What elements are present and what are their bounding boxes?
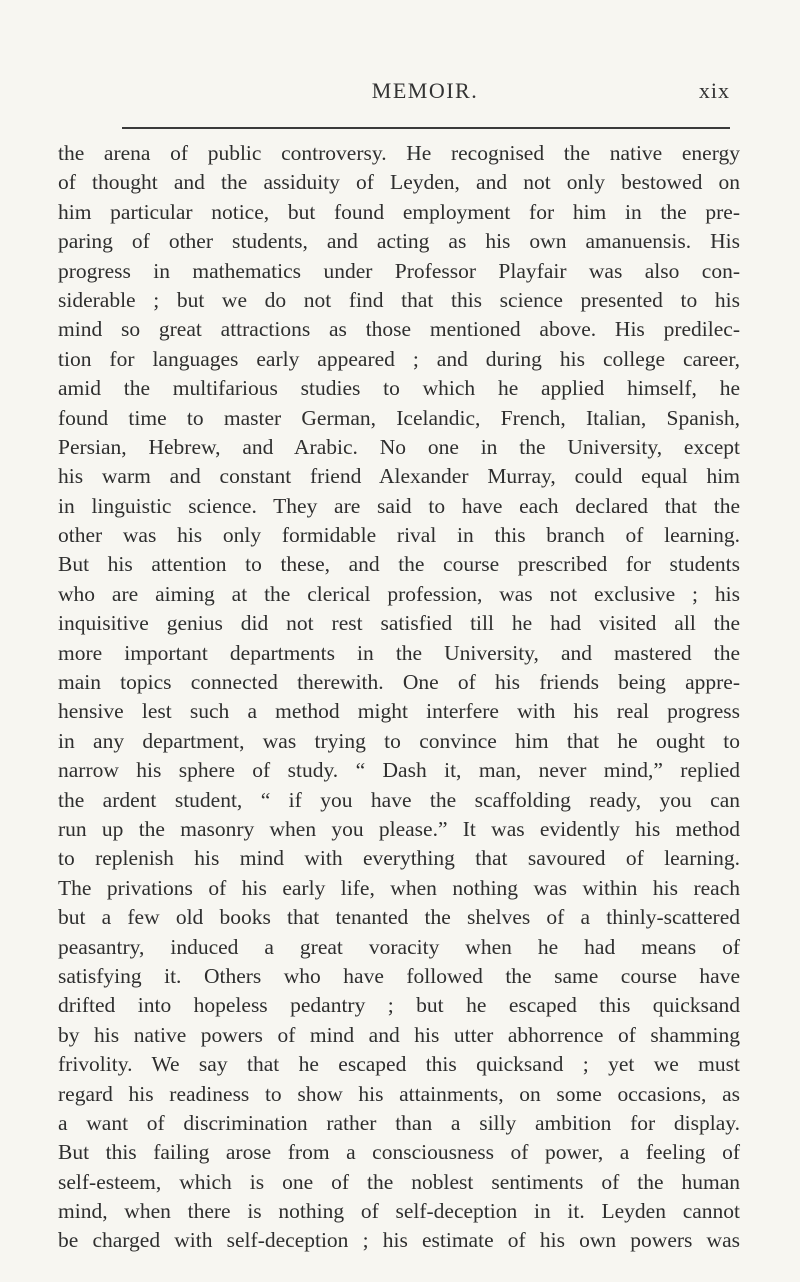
text-line: peasantry, induced a great voracity when he had means of xyxy=(58,934,740,959)
text-line: siderable ; but we do not find that this science presented to his xyxy=(58,287,740,312)
text-line: amid the multifarious studies to which he applied himself, he xyxy=(58,376,740,401)
text-line: be charged with self-deception ; his estimate of his own powers was xyxy=(58,1228,740,1253)
text-line: paring of other students, and acting as his own amanuensis. His xyxy=(58,229,740,254)
text-line: mind, when there is nothing of self-deception in it. Leyden cannot xyxy=(58,1199,740,1224)
text-line: by his native powers of mind and his utter abhorrence of shamming xyxy=(58,1022,740,1047)
page-number: xix xyxy=(698,78,730,103)
text-line: in any department, was trying to convince him that he ought to xyxy=(58,728,740,753)
text-line: who are aiming at the clerical profession, was not exclusive ; his xyxy=(58,581,740,606)
text-line: self-esteem, which is one of the noblest sentiments of the human xyxy=(58,1169,740,1194)
text-line: him particular notice, but found employment for him in the pre- xyxy=(58,199,740,224)
text-line: regard his readiness to show his attainments, on some occasions, as xyxy=(58,1081,740,1106)
text-line: progress in mathematics under Professor Playfair was also con- xyxy=(58,258,740,283)
text-line: the ardent student, “ if you have the scaffolding ready, you can xyxy=(58,787,740,812)
text-line: run up the masonry when you please.” It was evidently his method xyxy=(58,816,740,841)
text-line: a want of discrimination rather than a silly ambition for display. xyxy=(58,1110,740,1135)
text-line: frivolity. We say that he escaped this quicksand ; yet we must xyxy=(58,1052,740,1077)
text-line: hensive lest such a method might interfere with his real progress xyxy=(58,699,740,724)
text-line: found time to master German, Icelandic, French, Italian, Spanish, xyxy=(58,405,740,430)
text-line: but a few old books that tenanted the shelves of a thinly-scattered xyxy=(58,905,740,930)
header-rule xyxy=(122,127,730,129)
text-line: drifted into hopeless pedantry ; but he escaped this quicksand xyxy=(58,993,740,1018)
text-line: his warm and constant friend Alexander Murray, could equal him xyxy=(58,464,740,489)
body-text xyxy=(58,139,740,1256)
running-title: MEMOIR. xyxy=(371,78,479,103)
text-line: main topics connected therewith. One of his friends being appre- xyxy=(58,670,740,695)
text-line: satisfying it. Others who have followed the same course have xyxy=(58,963,740,988)
text-line: inquisitive genius did not rest satisfied till he had visited all the xyxy=(58,611,740,636)
text-line: But his attention to these, and the course prescribed for students xyxy=(58,552,740,577)
text-line: narrow his sphere of study. “ Dash it, man, never mind,” replied xyxy=(58,758,740,783)
text-line: the arena of public controversy. He recognised the native energy xyxy=(58,141,740,165)
text-line: to replenish his mind with everything that savoured of learning. xyxy=(58,846,740,871)
page-header xyxy=(120,78,730,108)
text-line: The privations of his early life, when nothing was within his reach xyxy=(58,875,740,900)
text-line: in linguistic science. They are said to have each declared that the xyxy=(58,493,740,518)
text-line: tion for languages early appeared ; and during his college career, xyxy=(58,346,740,371)
text-line: of thought and the assiduity of Leyden, and not only bestowed on xyxy=(58,170,740,195)
text-line: But this failing arose from a consciousness of power, a feeling of xyxy=(58,1140,740,1165)
text-line: mind so great attractions as those mentioned above. His predilec- xyxy=(58,317,740,342)
text-line: other was his only formidable rival in this branch of learning. xyxy=(58,523,740,548)
text-line: Persian, Hebrew, and Arabic. No one in the University, except xyxy=(58,434,740,459)
text-line: more important departments in the University, and mastered the xyxy=(58,640,740,665)
